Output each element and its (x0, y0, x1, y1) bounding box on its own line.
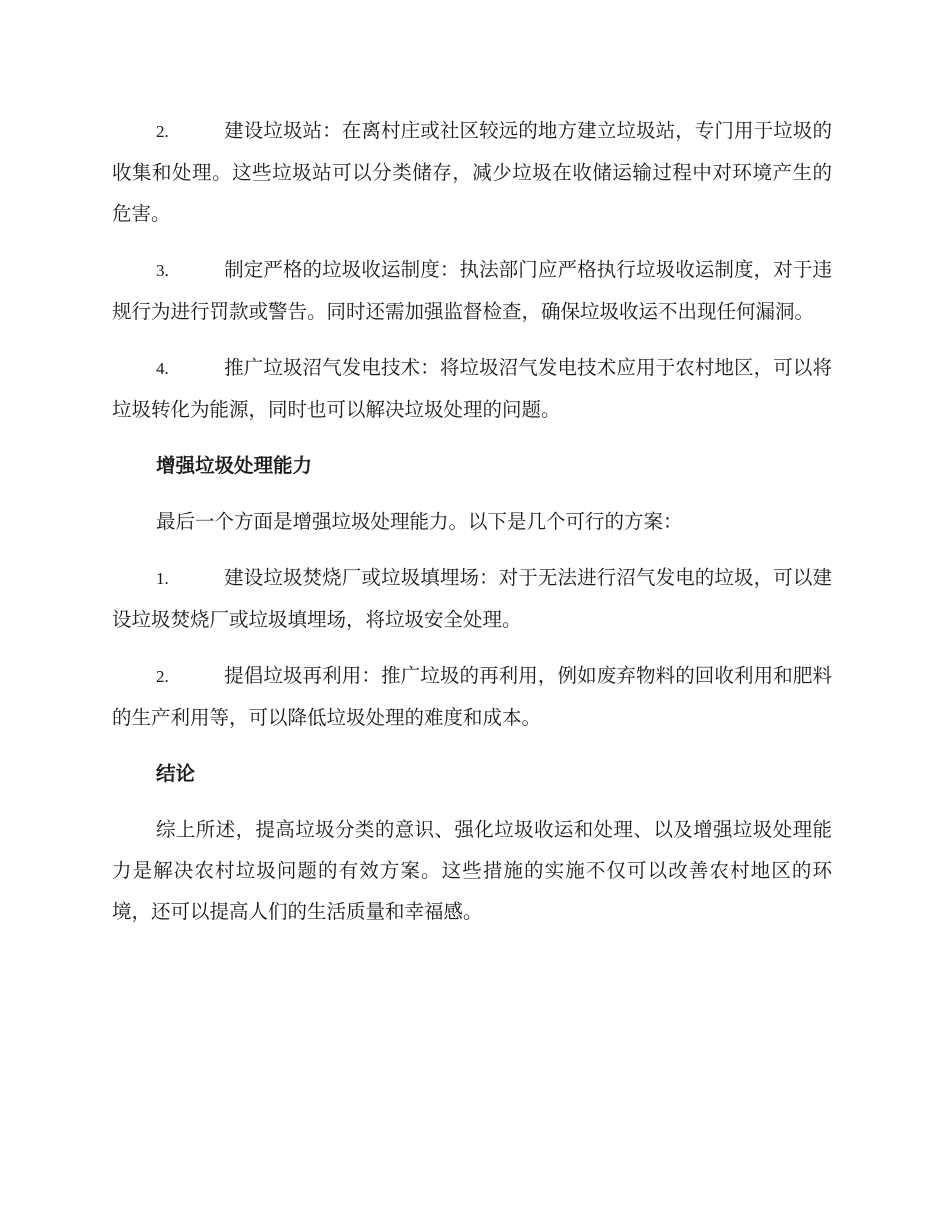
list-number: 2. (156, 667, 169, 686)
list-text: 推广垃圾沼气发电技术：将垃圾沼气发电技术应用于农村地区，可以将垃圾转化为能源，同时也可以解决垃圾处理的问题。 (112, 356, 832, 421)
section-intro: 最后一个方面是增强垃圾处理能力。以下是几个可行的方案： (156, 510, 683, 533)
list-item (112, 655, 832, 738)
document-page (112, 110, 832, 947)
list-text: 制定严格的垃圾收运制度：执法部门应严格执行垃圾收运制度，对于违规行为进行罚款或警告。同时还需加强监督检查，确保垃圾收运不出现任何漏洞。 (112, 258, 832, 323)
list-item (112, 110, 832, 234)
list-number: 1. (156, 569, 169, 588)
section-heading: 增强垃圾处理能力 (156, 454, 313, 477)
list-text: 提倡垃圾再利用：推广垃圾的再利用，例如废弃物料的回收利用和肥料的生产利用等，可以降低垃圾处理的难度和成本。 (112, 664, 832, 729)
conclusion-paragraph: 综上所述，提高垃圾分类的意识、强化垃圾收运和处理、以及增强垃圾处理能力是解决农村垃圾问题的有效方案。这些措施的实施不仅可以改善农村地区的环境，还可以提高人们的生活质量和幸福感。 (112, 818, 832, 923)
list-item (112, 347, 832, 430)
list-item (112, 249, 832, 332)
list-number: 4. (156, 359, 169, 378)
list-text: 建设垃圾焚烧厂或垃圾填埋场：对于无法进行沼气发电的垃圾，可以建设垃圾焚烧厂或垃圾填埋场，将垃圾安全处理。 (112, 566, 832, 631)
list-text: 建设垃圾站：在离村庄或社区较远的地方建立垃圾站，专门用于垃圾的收集和处理。这些垃圾站可以分类储存，减少垃圾在收储运输过程中对环境产生的危害。 (112, 119, 832, 225)
list-number: 3. (156, 261, 169, 280)
list-item (112, 557, 832, 640)
list-number: 2. (156, 122, 169, 141)
conclusion-heading: 结论 (156, 762, 196, 785)
